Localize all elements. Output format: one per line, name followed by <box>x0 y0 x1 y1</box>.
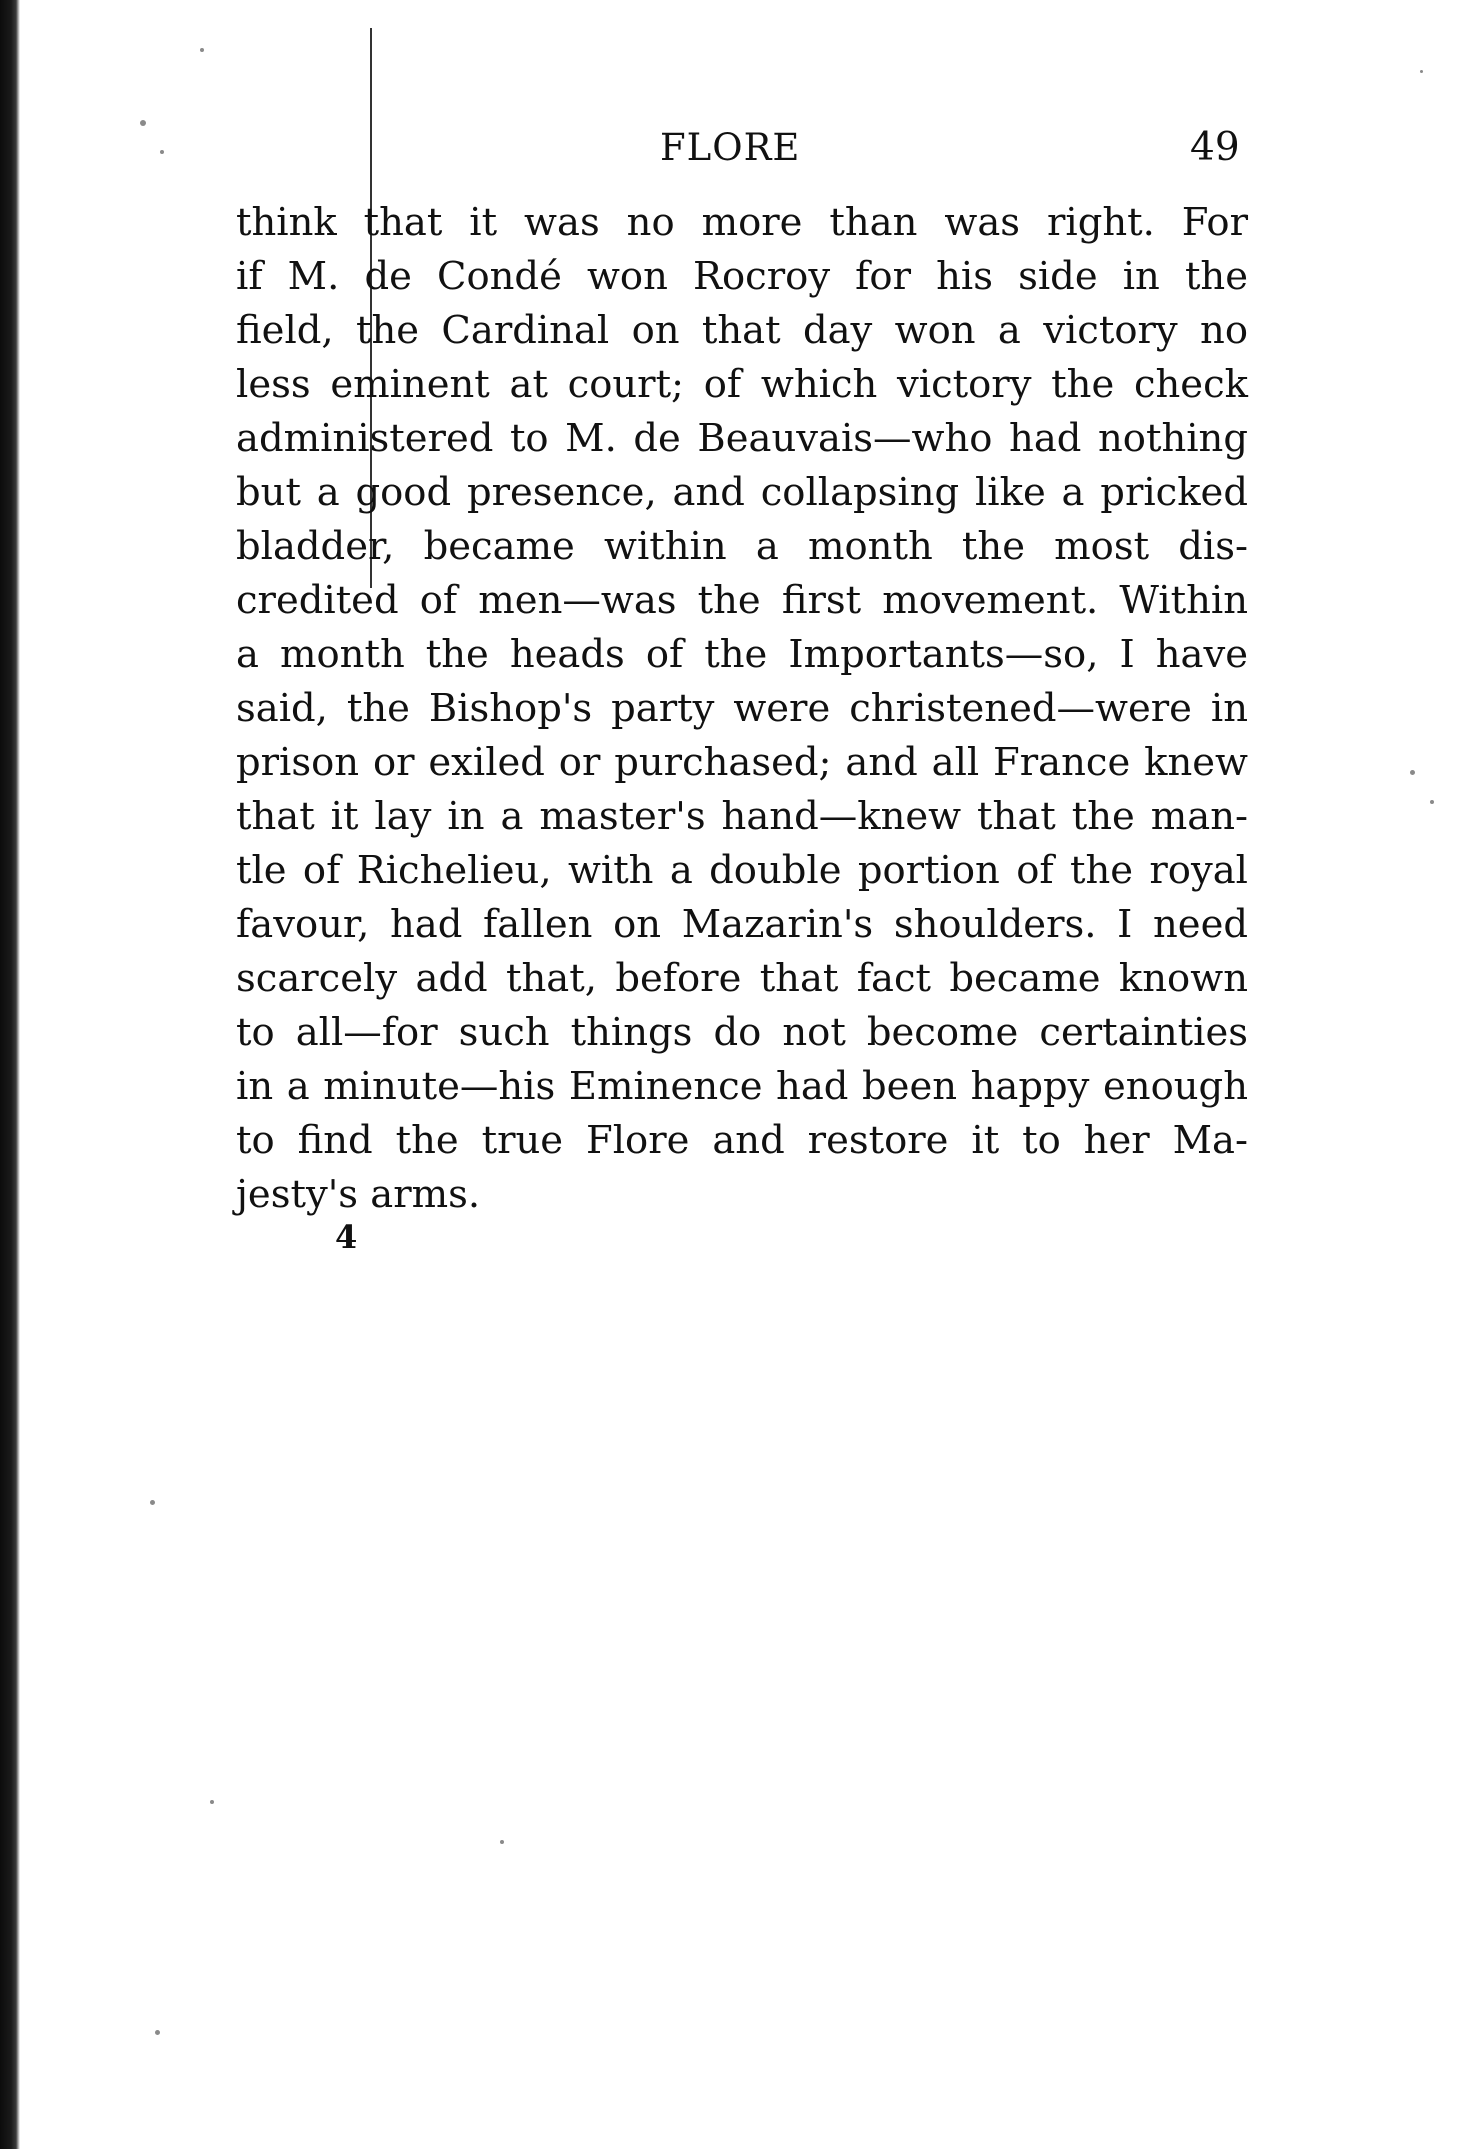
paper-speckle <box>1420 70 1423 73</box>
paper-speckle <box>1410 770 1415 775</box>
text-line: tle of Richelieu, with a double portion of the royal <box>236 848 1248 893</box>
text-line-last: jesty's arms. <box>236 1172 481 1217</box>
text-line: scarcely add that, before that fact became known <box>236 956 1248 1001</box>
paper-speckle <box>140 120 146 126</box>
text-line: in a minute—his Eminence had been happy enough <box>236 1064 1248 1109</box>
text-line: field, the Cardinal on that day won a victory no <box>236 308 1248 353</box>
paper-speckle <box>1430 800 1434 804</box>
paper-speckle <box>160 150 164 154</box>
text-line: but a good presence, and collapsing like a pricked <box>236 470 1248 515</box>
body-text <box>236 196 1248 1222</box>
page-number: 49 <box>1190 125 1240 170</box>
text-line: said, the Bishop's party were christened—were in <box>236 686 1248 731</box>
text-line: if M. de Condé won Rocroy for his side in the <box>236 254 1248 299</box>
text-line: credited of men—was the first movement. Within <box>236 578 1248 623</box>
text-line: to all—for such things do not become certainties <box>236 1010 1248 1055</box>
page-header <box>0 118 1477 178</box>
running-title: FLORE <box>660 126 801 169</box>
signature-mark: 4 <box>335 1218 358 1256</box>
text-line: administered to M. de Beauvais—who had nothing <box>236 416 1248 461</box>
text-line: a month the heads of the Importants—so, I have <box>236 632 1248 677</box>
text-line: think that it was no more than was right. For <box>236 200 1248 245</box>
text-line: bladder, became within a month the most dis- <box>236 524 1248 569</box>
paper-speckle <box>210 1800 214 1804</box>
paper-speckle <box>500 1840 504 1844</box>
book-spine-edge <box>0 0 20 2149</box>
paper-speckle <box>150 1500 155 1505</box>
text-line: favour, had fallen on Mazarin's shoulders. I need <box>236 902 1248 947</box>
text-line: to find the true Flore and restore it to her Ma- <box>236 1118 1248 1163</box>
text-line: prison or exiled or purchased; and all France knew <box>236 740 1248 785</box>
text-line: less eminent at court; of which victory the check <box>236 362 1248 407</box>
paper-speckle <box>155 2030 160 2035</box>
paper-speckle <box>200 48 204 52</box>
text-line: that it lay in a master's hand—knew that the man- <box>236 794 1248 839</box>
